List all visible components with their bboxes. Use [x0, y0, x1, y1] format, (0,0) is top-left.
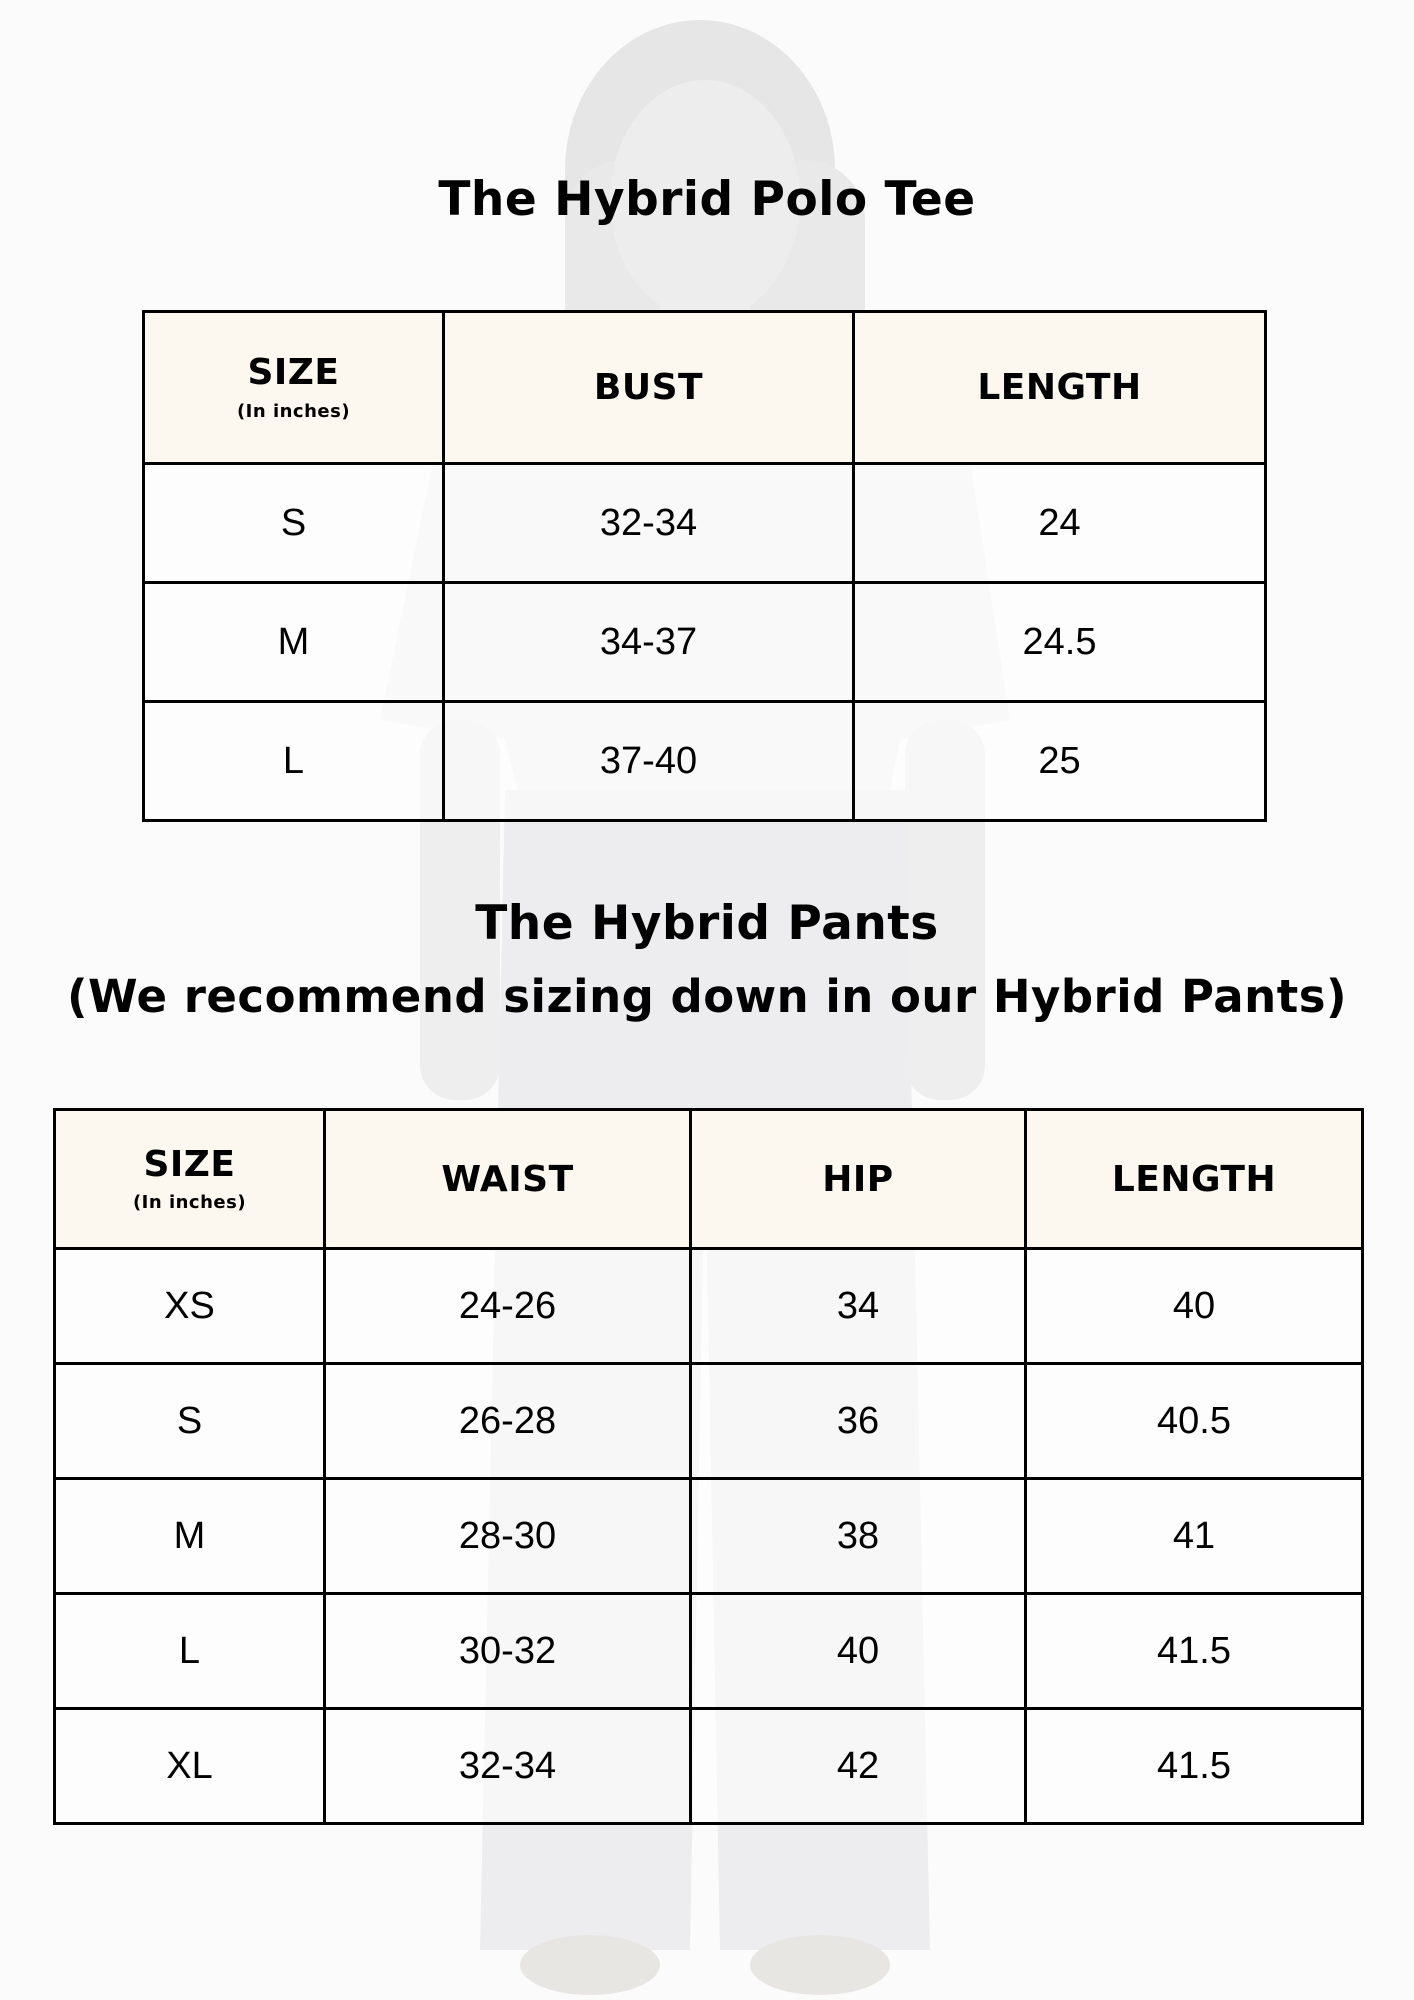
pants-cell-size: XL — [55, 1709, 325, 1824]
pants-subtitle: (We recommend sizing down in our Hybrid Pants) — [66, 970, 1348, 1023]
tee-cell-length: 24 — [854, 464, 1266, 583]
table-row — [55, 1709, 1363, 1824]
tee-size-table — [142, 310, 1267, 822]
pants-cell-size: L — [55, 1594, 325, 1709]
table-row — [144, 702, 1266, 821]
tee-cell-bust: 34-37 — [444, 583, 854, 702]
table-row — [144, 464, 1266, 583]
pants-cell-waist: 28-30 — [325, 1479, 691, 1594]
pants-cell-size: S — [55, 1364, 325, 1479]
table-row — [55, 1594, 1363, 1709]
pants-cell-waist: 24-26 — [325, 1249, 691, 1364]
tee-title: The Hybrid Polo Tee — [438, 172, 976, 227]
table-row — [55, 1249, 1363, 1364]
tee-header-size — [144, 312, 444, 464]
tee-cell-size: S — [144, 464, 444, 583]
pants-cell-hip: 40 — [691, 1594, 1026, 1709]
pants-header-size — [55, 1110, 325, 1249]
pants-header-row — [55, 1110, 1363, 1249]
pants-cell-waist: 26-28 — [325, 1364, 691, 1479]
tee-cell-length: 24.5 — [854, 583, 1266, 702]
pants-cell-waist: 30-32 — [325, 1594, 691, 1709]
pants-header-waist: WAIST — [325, 1110, 691, 1249]
pants-cell-hip: 36 — [691, 1364, 1026, 1479]
tee-cell-length: 25 — [854, 702, 1266, 821]
tee-header-size-unit: (In inches) — [236, 400, 351, 422]
pants-header-length: LENGTH — [1026, 1110, 1363, 1249]
pants-cell-length: 41.5 — [1026, 1594, 1363, 1709]
tee-cell-bust: 37-40 — [444, 702, 854, 821]
tee-header-length: LENGTH — [854, 312, 1266, 464]
table-row — [55, 1479, 1363, 1594]
pants-header-size-unit: (In inches) — [132, 1192, 247, 1214]
table-row — [144, 583, 1266, 702]
tee-cell-bust: 32-34 — [444, 464, 854, 583]
pants-cell-length: 40 — [1026, 1249, 1363, 1364]
pants-cell-hip: 42 — [691, 1709, 1026, 1824]
tee-cell-size: L — [144, 702, 444, 821]
pants-cell-size: M — [55, 1479, 325, 1594]
pants-title: The Hybrid Pants — [475, 896, 939, 951]
pants-cell-hip: 38 — [691, 1479, 1026, 1594]
tee-header-size-label: SIZE — [247, 352, 340, 394]
pants-cell-length: 40.5 — [1026, 1364, 1363, 1479]
tee-header-bust: BUST — [444, 312, 854, 464]
pants-cell-waist: 32-34 — [325, 1709, 691, 1824]
pants-header-size-label: SIZE — [143, 1143, 236, 1185]
tee-cell-size: M — [144, 583, 444, 702]
table-row — [55, 1364, 1363, 1479]
pants-size-table — [53, 1108, 1364, 1825]
pants-cell-hip: 34 — [691, 1249, 1026, 1364]
pants-cell-size: XS — [55, 1249, 325, 1364]
pants-cell-length: 41.5 — [1026, 1709, 1363, 1824]
pants-cell-length: 41 — [1026, 1479, 1363, 1594]
tee-header-row — [144, 312, 1266, 464]
pants-header-hip: HIP — [691, 1110, 1026, 1249]
